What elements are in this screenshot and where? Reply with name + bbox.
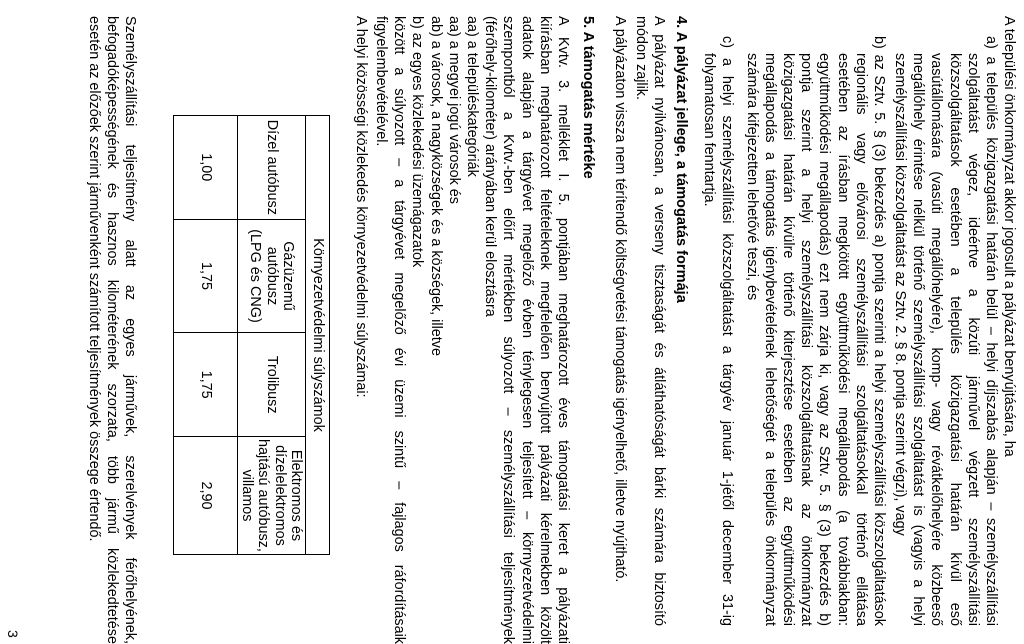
eligibility-intro: A települési önkormányzat akkor jogosult a pályázat benyújtására, ha bbox=[1001, 16, 1017, 457]
table-intro: A helyi közösségi közlekedés környezetvédelmi súlyszámai: bbox=[353, 16, 369, 398]
text-line: befogadóképességének és hasznos kilométerének szorzata, több jármű közlekedtetése bbox=[103, 16, 120, 644]
category-list bbox=[372, 16, 481, 644]
text-line: közszolgáltatások esetében a település közigazgatási határán kívül eső bbox=[946, 53, 963, 626]
table-cell: Trolibusz bbox=[238, 333, 306, 437]
text-line: módon zajlik. bbox=[632, 16, 649, 100]
section-4-paragraph bbox=[632, 16, 668, 626]
text-line: esetén az előzőek szerint járművenként számított teljesítmények összege értendő. bbox=[85, 16, 102, 542]
list-item: b) az egyes közlekedési üzemágazatok bbox=[409, 16, 426, 268]
eligibility-item-b bbox=[742, 36, 888, 626]
list-item: aa) a megyei jogú városok és bbox=[445, 16, 462, 204]
text-line: b) az Sztv. 5. § (3) bekezdés a) pontja szerinti a helyi személyszállítási közszolgáltatások bbox=[871, 36, 887, 626]
table-row bbox=[238, 116, 306, 555]
table-cell: 1,75 bbox=[174, 333, 238, 437]
text-line: pontja szerint a helyi személyszállítási közszolgáltatásnak az önkormányzat bbox=[798, 53, 815, 626]
table-row bbox=[174, 116, 238, 555]
text-line: személyszállítási közszolgáltatást az Sztv. 2. § 8. pontja szerint végzi), vagy bbox=[891, 53, 908, 536]
section-5-paragraph bbox=[481, 16, 572, 644]
table-cell: Gázüzemű autóbusz (LPG és CNG) bbox=[238, 219, 306, 333]
table-cell: 2,90 bbox=[174, 436, 238, 554]
text-line: A Kvtv. 3. melléklet I. 5. pontjában meghatározott éves támogatási keret a pályázati bbox=[555, 16, 571, 644]
text-line: közigazgatási határán kívülre történő kiterjesztése esetében az együttműködési bbox=[779, 53, 796, 626]
section-4-support-text: A pályázaton vissza nem térítendő költségvetési támogatás igényelhető, illetve nyújtható. bbox=[612, 16, 628, 583]
page-number: 3 bbox=[5, 630, 21, 638]
list-item: aa) a településkategóriák bbox=[464, 16, 480, 177]
list-item: figyelembevételével. bbox=[372, 16, 389, 147]
text-line: megállapodás a támogatás igénybevételének lehetőségét a település önkormányzat bbox=[761, 53, 778, 626]
text-line: esetében az írásban megkötött együttműködési megállapodás (a továbbiakban: bbox=[834, 53, 851, 626]
eligibility-item-c bbox=[700, 36, 736, 626]
text-line: megállóhely érintése nélkül történő személyszállítási szolgáltatást is (vagyis a helyi bbox=[910, 53, 927, 626]
eligibility-item-a bbox=[891, 36, 1000, 626]
text-line: szempontból a Kvtv.-ben előírt mértékben súlyozott – személyszállítási teljesítmények bbox=[500, 16, 517, 644]
table-cell: 1,75 bbox=[174, 219, 238, 333]
text-line: regionális vagy elővárosi személyszállítási szolgáltatásokkal történő ellátása bbox=[852, 53, 869, 626]
table-header-row bbox=[306, 116, 330, 555]
text-line: adatok alapján a tárgyévet megelőző évben ténylegesen teljesített – környezetvédelmi bbox=[518, 16, 535, 644]
closing-paragraph bbox=[84, 16, 139, 644]
text-line: c) a helyi személyszállítási közszolgáltatást a tárgyév január 1-jétől december 31-ig bbox=[719, 36, 735, 626]
text-line: számára kifejezetten lehetővé teszi, és bbox=[743, 53, 760, 301]
weights-table bbox=[173, 115, 330, 555]
text-line: szolgáltatást végez, ideértve a közúti járművel végzett személyszállítási bbox=[964, 53, 981, 626]
section-5-heading: 5. A támogatás mértéke bbox=[580, 16, 596, 179]
text-line: A pályázat nyilvánosan, a verseny tisztaságát és átláthatóságát bárki számára biztosító bbox=[651, 16, 667, 626]
text-line: folyamatosan fenntartja. bbox=[700, 53, 717, 207]
table-cell: Elektromos és dízelelektromos hajtású autóbusz, villamos bbox=[238, 436, 306, 554]
text-line: együttműködési megállapodás) ezt nem zárja ki, vagy az Sztv. 5. § (3) bekezdés b) bbox=[816, 53, 833, 626]
text-line: Személyszállítási teljesítmény alatt az egyes járművek, szerelvények férőhelyének, bbox=[122, 16, 138, 644]
text-line: (férőhely-kilométer) arányában kerül elosztásra bbox=[482, 16, 499, 317]
text-line: kiírásban meghatározott feltételeknek megfelelően benyújtott pályázati kérelmekben közölt bbox=[536, 16, 553, 644]
table-cell: 1,00 bbox=[174, 116, 238, 220]
section-4-heading: 4. A pályázat jellege, a támogatás formája bbox=[673, 16, 689, 303]
table-cell: Dízel autóbusz bbox=[238, 116, 306, 220]
text-line: a) a település közigazgatási határán belül – helyi díjszabás alapján – személyszállítási bbox=[983, 36, 999, 626]
text-line: vasútállomására (vasúti megállóhelyére), komp- vagy révátkelőhelyére közbeeső bbox=[928, 53, 945, 626]
list-item: ab) a városok, a nagyközségek és a községek, illetve bbox=[427, 16, 444, 356]
table-header: Környezetvédelmi súlyszámok bbox=[306, 116, 330, 555]
list-item: között a súlyozott – a tárgyévet megelőző évi üzemi szintű – fajlagos ráfordításaik bbox=[391, 16, 408, 644]
